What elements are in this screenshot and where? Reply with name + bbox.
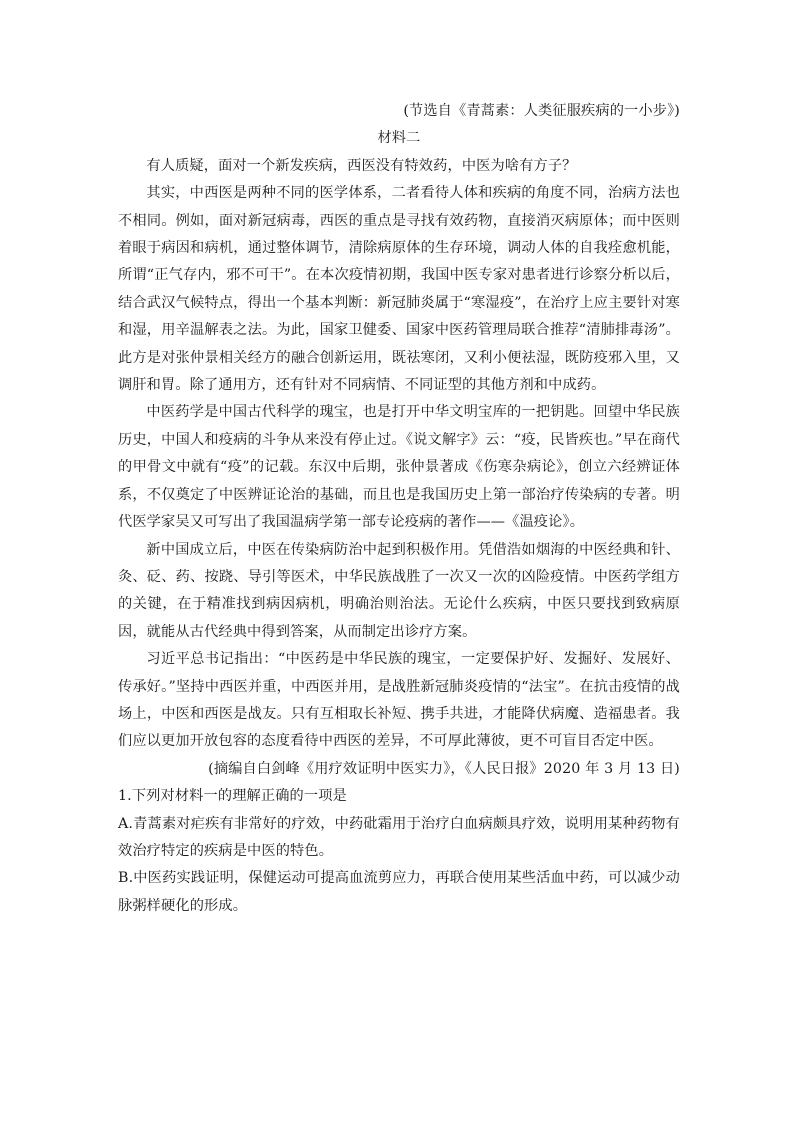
- paragraph-2: 其实，中西医是两种不同的医学体系，二者看待人体和疾病的角度不同，治病方法也不相同。例如，面对新冠病毒，西医的重点是寻找有效药物，直接消灭病原体；而中医则着眼于病因和病机，通过整体调节，清除病原体的生存环境，调动人体的自我痊愈机能，所谓“正气存内，邪不可干”。在本次疫情初期，我国中医专家对患者进行诊察分析以后，结合武汉气候特点，得出一个基本判断：新冠肺炎属于“寒湿疫”，在治疗上应主要针对寒和湿，用辛温解表之法。为此，国家卫健委、国家中医药管理局联合推荐“清肺排毒汤”。此方是对张仲景相关经方的融合创新运用，既祛寒闭，又利小便祛湿，既防疫邪入里，又调肝和胃。除了通用方，还有针对不同病情、不同证型的其他方剂和中成药。: [118, 185, 680, 394]
- document-content: [118, 98, 680, 920]
- section-heading-material-2: 材料二: [377, 130, 421, 147]
- paragraph-3: 中医药学是中国古代科学的瑰宝，也是打开中华文明宝库的一把钥匙。回望中华民族历史，中国人和疫病的斗争从来没有停止过。《说文解字》云：“疫，民皆疾也。”早在商代的甲骨文中就有“疫”的记载。东汉中后期，张仲景著成《伤寒杂病论》，创立六经辨证体系，不仅奠定了中医辨证论治的基础，而且也是我国历史上第一部治疗传染病的专著。明代医学家吴又可写出了我国温病学第一部专论疫病的著作——《温疫论》。: [118, 404, 680, 531]
- paragraph-5: 习近平总书记指出：“中医药是中华民族的瑰宝，一定要保护好、发掘好、发展好、传承好。”坚持中西医并重，中西医并用，是战胜新冠肺炎疫情的“法宝”。在抗击疫情的战场上，中医和西医是战友。只有互相取长补短、携手共进，才能降伏病魔、造福患者。我们应以更加开放包容的态度看待中西医的差异，不可厚此薄彼，更不可盲目否定中医。: [118, 651, 680, 750]
- question-1: 1.下列对材料一的理解正确的一项是: [118, 788, 347, 805]
- option-a: A.青蒿素对疟疾有非常好的疗效，中药砒霜用于治疗白血病颇具疗效，说明用某种药物有效治疗特定的疾病是中医的特色。: [118, 815, 680, 859]
- paragraph-4: 新中国成立后，中医在传染病防治中起到积极作用。凭借浩如烟海的中医经典和针、灸、砭、药、按跷、导引等医术，中华民族战胜了一次又一次的凶险疫情。中医药学组方的关键，在于精准找到病因病机，明确治则治法。无论什么疾病，中医只要找到致病原因，就能从古代经典中得到答案，从而制定出诊疗方案。: [118, 541, 680, 640]
- option-b: B.中医药实践证明，保健运动可提高血流剪应力，再联合使用某些活血中药，可以减少动脉粥样硬化的形成。: [118, 870, 680, 914]
- source-citation-1: (节选自《青蒿素：人类征服疾病的一小步》): [403, 103, 680, 119]
- source-citation-2: (摘编自白剑峰《用疗效证明中医实力》，《人民日报》2020 年 3 月 13 日): [208, 760, 680, 777]
- paragraph-1: 有人质疑，面对一个新发疾病，西医没有特效药，中医为啥有方子？: [146, 157, 577, 174]
